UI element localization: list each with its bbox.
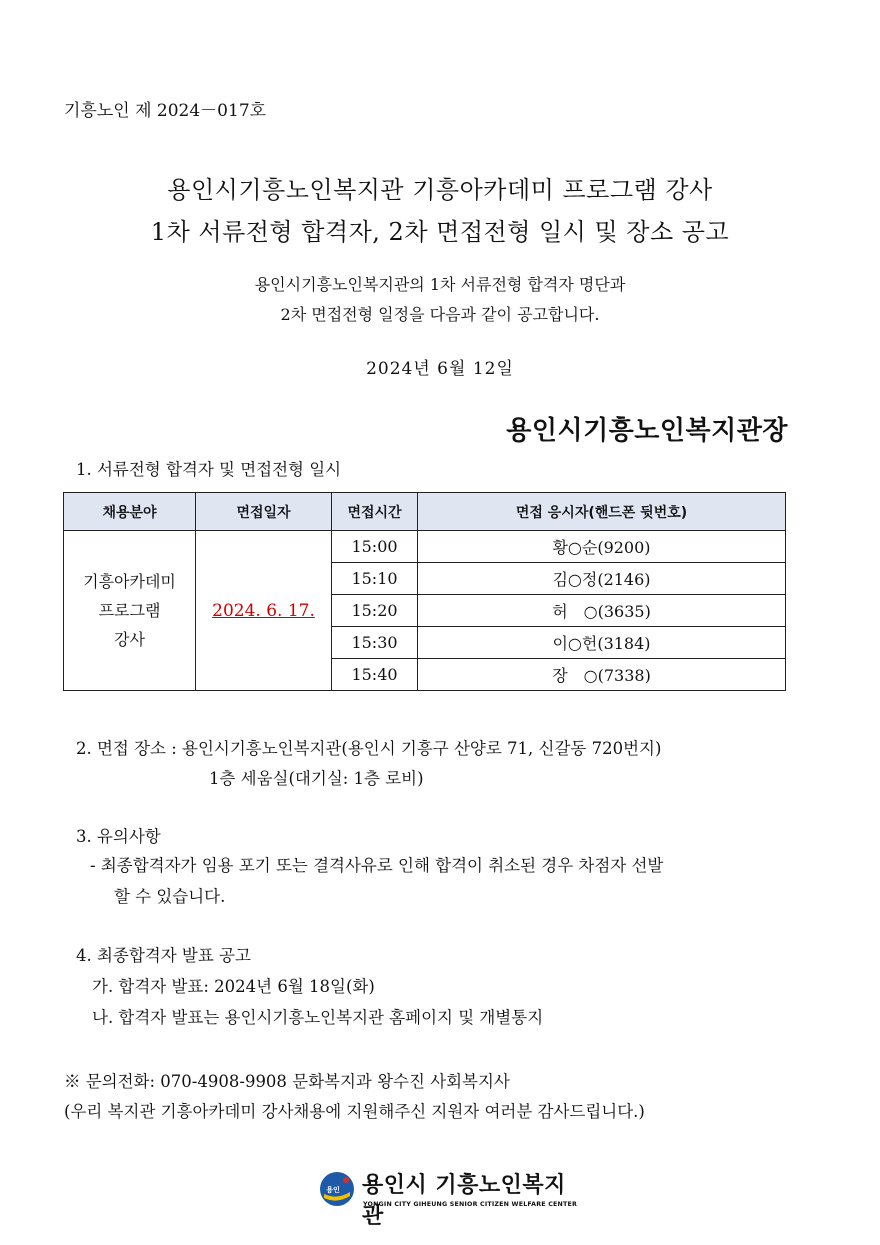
logo-emblem-icon [318,1170,356,1208]
title-line-1: 용인시기흥노인복지관 기흥아카데미 프로그램 강사 [167,176,713,204]
notice-line-2: 할 수 있습니다. [114,887,226,906]
interview-schedule-table [63,492,786,691]
section-2-room: 1층 세움실(대기실: 1층 로비) [209,769,424,788]
time-cell: 15:40 [332,659,418,691]
section-1-heading: 1. 서류전형 합격자 및 면접전형 일시 [76,460,342,479]
time-cell: 15:00 [332,531,418,563]
intro-line-2: 2차 면접전형 일정을 다음과 같이 공고합니다. [280,305,600,324]
recruit-field-cell [64,531,196,691]
document-number: 기흥노인 제 2024－017호 [64,101,267,121]
announcement-date: 2024년 6월 12일 [366,359,514,379]
field-line-2: 프로그램 [98,601,161,620]
intro-line-1: 용인시기흥노인복지관의 1차 서류전형 합격자 명단과 [254,275,626,294]
applicant-cell: 허 ○(3635) [418,595,786,627]
section-2-location: 2. 면접 장소 : 용인시기흥노인복지관(용인시 기흥구 산양로 71, 신갈동 720번지) [76,739,662,758]
announcement-item-2: 나. 합격자 발표는 용인시기흥노인복지관 홈페이지 및 개별통지 [92,1008,544,1027]
applicant-cell: 김○정(2146) [418,563,786,595]
announcement-item-1: 가. 합격자 발표: 2024년 6월 18일(화) [92,977,375,996]
logo-english-name: YONGIN CITY GIHEUNG SENIOR CITIZEN WELFARE CENTER [363,1201,578,1208]
header-applicant: 면접 응시자(핸드폰 뒷번호) [418,493,786,531]
applicant-cell: 이○헌(3184) [418,627,786,659]
time-cell: 15:30 [332,627,418,659]
logo-mark-text: 용인 [326,1186,340,1194]
title-line-2: 1차 서류전형 합격자, 2차 면접전형 일시 및 장소 공고 [150,218,730,246]
interview-date-cell: 2024. 6. 17. [196,531,332,691]
applicant-cell: 황○순(9200) [418,531,786,563]
thanks-note: (우리 복지관 기흥아카데미 강사채용에 지원해주신 지원자 여러분 감사드립니다.) [64,1102,645,1121]
table-header-row [64,493,786,531]
welfare-center-logo [318,1168,578,1229]
time-cell: 15:10 [332,563,418,595]
section-3-heading: 3. 유의사항 [76,827,161,846]
section-4-heading: 4. 최종합격자 발표 공고 [76,946,251,965]
time-cell: 15:20 [332,595,418,627]
header-date: 면접일자 [196,493,332,531]
field-line-1: 기흥아카데미 [83,572,176,591]
applicant-cell: 장 ○(7338) [418,659,786,691]
notice-line-1: - 최종합격자가 임용 포기 또는 결격사유로 인해 합격이 취소된 경우 차점자 선발 [90,856,664,875]
contact-info: ※ 문의전화: 070-4908-9908 문화복지과 왕수진 사회복지사 [64,1072,510,1091]
signer: 용인시기흥노인복지관장 [506,416,788,446]
logo-name: 용인시 기흥노인복지관 [362,1173,566,1229]
header-time: 면접시간 [332,493,418,531]
table-row [64,531,786,563]
field-line-3: 강사 [114,630,145,649]
header-field: 채용분야 [64,493,196,531]
